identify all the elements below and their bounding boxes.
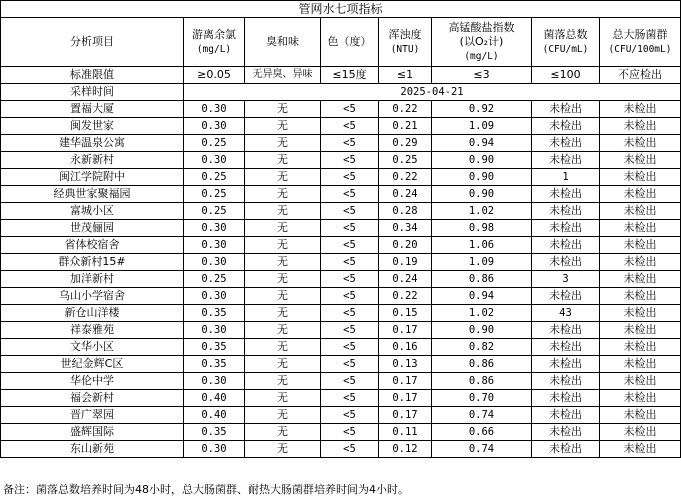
turbidity-value: 0.22 xyxy=(379,101,432,118)
permanganate-value: 0.74 xyxy=(432,441,532,458)
table-row xyxy=(1,390,681,407)
odor-value: 无 xyxy=(245,339,321,356)
site-name: 省体校宿舍 xyxy=(1,237,184,254)
odor-value: 无 xyxy=(245,407,321,424)
table-row xyxy=(1,322,681,339)
table-row xyxy=(1,407,681,424)
header-analysis-item: 分析项目 xyxy=(1,18,184,67)
free-chlorine-value: 0.40 xyxy=(184,407,245,424)
header-odor: 臭和味 xyxy=(245,18,321,67)
turbidity-value: 0.28 xyxy=(379,203,432,220)
free-chlorine-value: 0.35 xyxy=(184,356,245,373)
turbidity-value: 0.15 xyxy=(379,305,432,322)
permanganate-value: 1.06 xyxy=(432,237,532,254)
table-row xyxy=(1,135,681,152)
odor-value: 无 xyxy=(245,390,321,407)
color-value: <5 xyxy=(321,271,379,288)
total-coliform-value: 未检出 xyxy=(600,135,681,152)
permanganate-value: 0.94 xyxy=(432,288,532,305)
site-name: 晋广翠园 xyxy=(1,407,184,424)
total-coliform-value: 未检出 xyxy=(600,237,681,254)
free-chlorine-value: 0.25 xyxy=(184,169,245,186)
standard-label: 标准限值 xyxy=(1,67,184,84)
turbidity-value: 0.17 xyxy=(379,322,432,339)
permanganate-value: 0.98 xyxy=(432,220,532,237)
permanganate-value: 0.82 xyxy=(432,339,532,356)
odor-value: 无 xyxy=(245,101,321,118)
free-chlorine-value: 0.30 xyxy=(184,237,245,254)
free-chlorine-value: 0.30 xyxy=(184,118,245,135)
site-name: 祥泰雅苑 xyxy=(1,322,184,339)
header-color: 色（度） xyxy=(321,18,379,67)
site-name: 群众新村15# xyxy=(1,254,184,271)
total-coliform-value: 未检出 xyxy=(600,339,681,356)
turbidity-value: 0.25 xyxy=(379,152,432,169)
table-row xyxy=(1,169,681,186)
permanganate-value: 0.90 xyxy=(432,169,532,186)
site-name: 闽江学院附中 xyxy=(1,169,184,186)
color-value: <5 xyxy=(321,305,379,322)
table-row xyxy=(1,101,681,118)
color-value: <5 xyxy=(321,356,379,373)
odor-value: 无 xyxy=(245,288,321,305)
turbidity-value: 0.24 xyxy=(379,271,432,288)
header-row xyxy=(1,18,681,67)
turbidity-value: 0.11 xyxy=(379,424,432,441)
total-bacteria-value: 未检出 xyxy=(532,407,600,424)
total-bacteria-value: 未检出 xyxy=(532,288,600,305)
color-value: <5 xyxy=(321,254,379,271)
color-value: <5 xyxy=(321,441,379,458)
total-coliform-value: 未检出 xyxy=(600,424,681,441)
sampling-time-row xyxy=(1,84,681,101)
permanganate-value: 0.70 xyxy=(432,390,532,407)
free-chlorine-value: 0.25 xyxy=(184,203,245,220)
free-chlorine-value: 0.35 xyxy=(184,424,245,441)
total-bacteria-value: 未检出 xyxy=(532,118,600,135)
total-bacteria-value: 未检出 xyxy=(532,101,600,118)
odor-value: 无 xyxy=(245,237,321,254)
site-name: 新仓山洋楼 xyxy=(1,305,184,322)
color-value: <5 xyxy=(321,373,379,390)
table-row xyxy=(1,305,681,322)
odor-value: 无 xyxy=(245,356,321,373)
total-coliform-value: 未检出 xyxy=(600,220,681,237)
permanganate-value: 1.09 xyxy=(432,254,532,271)
turbidity-value: 0.13 xyxy=(379,356,432,373)
color-value: <5 xyxy=(321,118,379,135)
total-bacteria-value: 未检出 xyxy=(532,390,600,407)
standard-turbidity: ≤1 xyxy=(379,67,432,84)
total-coliform-value: 未检出 xyxy=(600,390,681,407)
total-bacteria-value: 未检出 xyxy=(532,135,600,152)
total-coliform-value: 未检出 xyxy=(600,118,681,135)
turbidity-value: 0.29 xyxy=(379,135,432,152)
turbidity-value: 0.17 xyxy=(379,390,432,407)
total-bacteria-value: 未检出 xyxy=(532,339,600,356)
total-coliform-value: 未检出 xyxy=(600,356,681,373)
total-coliform-value: 未检出 xyxy=(600,101,681,118)
free-chlorine-value: 0.40 xyxy=(184,390,245,407)
table-row xyxy=(1,441,681,458)
turbidity-value: 0.34 xyxy=(379,220,432,237)
odor-value: 无 xyxy=(245,203,321,220)
standard-limit-row xyxy=(1,67,681,84)
free-chlorine-value: 0.35 xyxy=(184,305,245,322)
header-permanganate-index: 高锰酸盐指数 (以O₂计) (mg/L) xyxy=(432,18,532,67)
permanganate-value: 0.86 xyxy=(432,271,532,288)
odor-value: 无 xyxy=(245,169,321,186)
standard-chlorine: ≥0.05 xyxy=(184,67,245,84)
footnote: 备注：菌落总数培养时间为48小时，总大肠菌群、耐热大肠菌群培养时间为4小时。 xyxy=(3,483,409,496)
free-chlorine-value: 0.35 xyxy=(184,339,245,356)
site-name: 世纪金辉C区 xyxy=(1,356,184,373)
header-total-coliform: 总大肠菌群 (CFU/100mL) xyxy=(600,18,681,67)
permanganate-value: 0.74 xyxy=(432,407,532,424)
odor-value: 无 xyxy=(245,322,321,339)
permanganate-value: 0.94 xyxy=(432,135,532,152)
site-name: 富城小区 xyxy=(1,203,184,220)
sampling-label: 采样时间 xyxy=(1,84,184,101)
color-value: <5 xyxy=(321,407,379,424)
permanganate-value: 1.02 xyxy=(432,305,532,322)
total-coliform-value: 未检出 xyxy=(600,152,681,169)
permanganate-value: 0.90 xyxy=(432,186,532,203)
color-value: <5 xyxy=(321,101,379,118)
turbidity-value: 0.17 xyxy=(379,373,432,390)
total-bacteria-value: 未检出 xyxy=(532,254,600,271)
site-name: 华伦中学 xyxy=(1,373,184,390)
color-value: <5 xyxy=(321,152,379,169)
color-value: <5 xyxy=(321,186,379,203)
header-total-bacteria: 菌落总数 (CFU/mL) xyxy=(532,18,600,67)
site-name: 盛辉国际 xyxy=(1,424,184,441)
table-row xyxy=(1,424,681,441)
turbidity-value: 0.20 xyxy=(379,237,432,254)
turbidity-value: 0.24 xyxy=(379,186,432,203)
site-name: 闽发世家 xyxy=(1,118,184,135)
site-name: 经典世家聚福园 xyxy=(1,186,184,203)
color-value: <5 xyxy=(321,203,379,220)
total-bacteria-value: 未检出 xyxy=(532,237,600,254)
site-name: 建华温泉公寓 xyxy=(1,135,184,152)
total-coliform-value: 未检出 xyxy=(600,322,681,339)
color-value: <5 xyxy=(321,169,379,186)
sampling-date: 2025-04-21 xyxy=(184,84,681,101)
odor-value: 无 xyxy=(245,254,321,271)
table-row xyxy=(1,237,681,254)
permanganate-value: 0.90 xyxy=(432,322,532,339)
total-bacteria-value: 未检出 xyxy=(532,322,600,339)
turbidity-value: 0.19 xyxy=(379,254,432,271)
site-name: 文华小区 xyxy=(1,339,184,356)
turbidity-value: 0.22 xyxy=(379,169,432,186)
header-free-chlorine: 游离余氯 (mg/L) xyxy=(184,18,245,67)
color-value: <5 xyxy=(321,390,379,407)
turbidity-value: 0.21 xyxy=(379,118,432,135)
site-name: 世茂俪园 xyxy=(1,220,184,237)
turbidity-value: 0.16 xyxy=(379,339,432,356)
table-row xyxy=(1,220,681,237)
color-value: <5 xyxy=(321,339,379,356)
free-chlorine-value: 0.30 xyxy=(184,101,245,118)
turbidity-value: 0.12 xyxy=(379,441,432,458)
site-name: 东山新苑 xyxy=(1,441,184,458)
site-name: 乌山小学宿舍 xyxy=(1,288,184,305)
free-chlorine-value: 0.30 xyxy=(184,254,245,271)
table-title: 管网水七项指标 xyxy=(1,1,681,18)
table-row xyxy=(1,373,681,390)
total-bacteria-value: 1 xyxy=(532,169,600,186)
standard-bacteria: ≤100 xyxy=(532,67,600,84)
site-name: 加洋新村 xyxy=(1,271,184,288)
total-coliform-value: 未检出 xyxy=(600,407,681,424)
permanganate-value: 1.09 xyxy=(432,118,532,135)
free-chlorine-value: 0.25 xyxy=(184,271,245,288)
total-coliform-value: 未检出 xyxy=(600,373,681,390)
odor-value: 无 xyxy=(245,373,321,390)
table-row xyxy=(1,271,681,288)
odor-value: 无 xyxy=(245,220,321,237)
site-name: 置福大厦 xyxy=(1,101,184,118)
site-name: 福会新村 xyxy=(1,390,184,407)
standard-odor: 无异臭、异味 xyxy=(245,67,321,84)
total-bacteria-value: 未检出 xyxy=(532,356,600,373)
odor-value: 无 xyxy=(245,305,321,322)
color-value: <5 xyxy=(321,288,379,305)
color-value: <5 xyxy=(321,135,379,152)
total-bacteria-value: 43 xyxy=(532,305,600,322)
permanganate-value: 0.66 xyxy=(432,424,532,441)
total-coliform-value: 未检出 xyxy=(600,203,681,220)
odor-value: 无 xyxy=(245,441,321,458)
total-coliform-value: 未检出 xyxy=(600,186,681,203)
total-bacteria-value: 未检出 xyxy=(532,152,600,169)
permanganate-value: 0.86 xyxy=(432,356,532,373)
free-chlorine-value: 0.30 xyxy=(184,288,245,305)
standard-coliform: 不应检出 xyxy=(600,67,681,84)
table-row xyxy=(1,118,681,135)
total-coliform-value: 未检出 xyxy=(600,305,681,322)
permanganate-value: 0.86 xyxy=(432,373,532,390)
turbidity-value: 0.22 xyxy=(379,288,432,305)
total-bacteria-value: 未检出 xyxy=(532,441,600,458)
total-coliform-value: 未检出 xyxy=(600,441,681,458)
permanganate-value: 1.02 xyxy=(432,203,532,220)
total-coliform-value: 未检出 xyxy=(600,288,681,305)
total-bacteria-value: 未检出 xyxy=(532,203,600,220)
table-row xyxy=(1,288,681,305)
total-bacteria-value: 未检出 xyxy=(532,424,600,441)
turbidity-value: 0.17 xyxy=(379,407,432,424)
total-coliform-value: 未检出 xyxy=(600,271,681,288)
color-value: <5 xyxy=(321,424,379,441)
total-bacteria-value: 未检出 xyxy=(532,186,600,203)
free-chlorine-value: 0.30 xyxy=(184,441,245,458)
permanganate-value: 0.90 xyxy=(432,152,532,169)
standard-permanganate: ≤3 xyxy=(432,67,532,84)
table-row xyxy=(1,254,681,271)
odor-value: 无 xyxy=(245,186,321,203)
free-chlorine-value: 0.30 xyxy=(184,220,245,237)
odor-value: 无 xyxy=(245,152,321,169)
odor-value: 无 xyxy=(245,118,321,135)
total-bacteria-value: 未检出 xyxy=(532,220,600,237)
table-row xyxy=(1,152,681,169)
total-bacteria-value: 3 xyxy=(532,271,600,288)
site-name: 永新新村 xyxy=(1,152,184,169)
table-row xyxy=(1,339,681,356)
odor-value: 无 xyxy=(245,271,321,288)
color-value: <5 xyxy=(321,322,379,339)
total-bacteria-value: 未检出 xyxy=(532,373,600,390)
free-chlorine-value: 0.25 xyxy=(184,186,245,203)
color-value: <5 xyxy=(321,237,379,254)
table-row xyxy=(1,203,681,220)
header-turbidity: 浑浊度 (NTU) xyxy=(379,18,432,67)
permanganate-value: 0.92 xyxy=(432,101,532,118)
free-chlorine-value: 0.30 xyxy=(184,152,245,169)
free-chlorine-value: 0.25 xyxy=(184,135,245,152)
free-chlorine-value: 0.30 xyxy=(184,322,245,339)
total-coliform-value: 未检出 xyxy=(600,254,681,271)
table-row xyxy=(1,356,681,373)
total-coliform-value: 未检出 xyxy=(600,169,681,186)
color-value: <5 xyxy=(321,220,379,237)
standard-color: ≤15度 xyxy=(321,67,379,84)
free-chlorine-value: 0.30 xyxy=(184,373,245,390)
odor-value: 无 xyxy=(245,424,321,441)
odor-value: 无 xyxy=(245,135,321,152)
table-row xyxy=(1,186,681,203)
